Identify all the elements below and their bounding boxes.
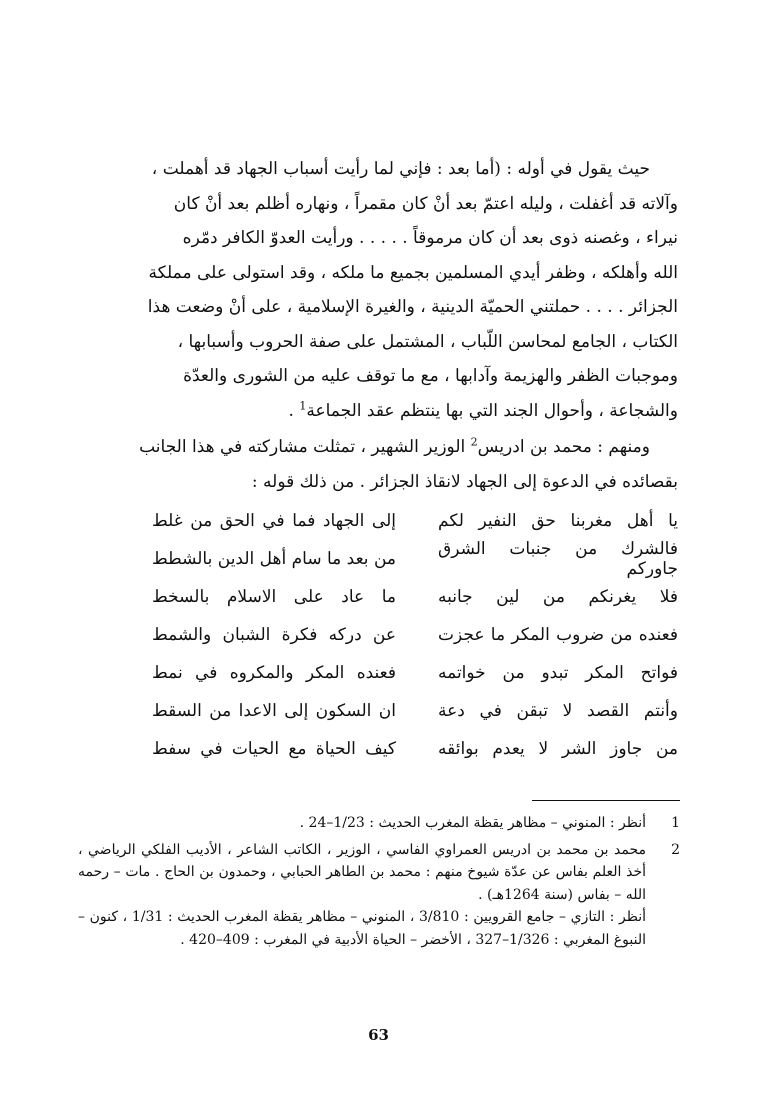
- verse-first-hemistich: وأنتم القصد لا تبقن في دعة: [438, 701, 678, 721]
- verse-second-hemistich: فعنده المكر والمكروه في نمط: [152, 663, 396, 683]
- page-number: 63: [368, 1026, 389, 1044]
- verse-first-hemistich: فلا يغرنكم من لين جانبه: [438, 587, 678, 607]
- poem-verse: [70, 502, 678, 540]
- footnote-text: أنظر : المنوني – مظاهر يقظة المغرب الحديث : 1/23–24 .: [299, 815, 646, 831]
- second-paragraph: [78, 430, 678, 499]
- poem: [70, 502, 678, 768]
- poem-verse: [70, 578, 678, 616]
- prose-line-last: [78, 394, 678, 429]
- prose-line: بقصائده في الدعوة إلى الجهاد لانقاذ الجزائر . من ذلك قوله :: [251, 471, 678, 492]
- intro-quotation: [78, 152, 678, 428]
- verse-second-hemistich: عن دركه فكرة الشبان والشمط: [152, 625, 396, 645]
- prose-line: حيث يقول في أوله : (أما بعد : فإني لما رأيت أسباب الجهاد قد أهملت ،: [151, 159, 650, 179]
- prose-line: الكتاب ، الجامع لمحاسن اللّباب ، المشتمل على صفة الحروب وأسبابها ،: [177, 331, 678, 352]
- verse-second-hemistich: ان السكون إلى الاعدا من السقط: [152, 701, 396, 721]
- prose-line: الجزائر . . . . حملتني الحميّة الدينية ، والغيرة الإسلامية ، على أنْ وضعت هذا: [147, 297, 678, 317]
- footnote-number: 1: [671, 815, 680, 831]
- verse-second-hemistich: من بعد ما سام أهل الدين بالشطط: [152, 549, 396, 569]
- verse-first-hemistich: فالشرك من جنبات الشرق جاوركم: [438, 539, 678, 579]
- prose-text: الوزير الشهير ، تمثلت مشاركته في هذا الجانب: [139, 437, 471, 457]
- prose-text: والشجاعة ، وأحوال الجند التي بها ينتظم عقد الجماعة: [306, 400, 678, 421]
- footnotes: [78, 812, 680, 951]
- poem-verse: [70, 616, 678, 654]
- footnote-ref-2[interactable]: 2: [470, 435, 478, 449]
- footnote-2: [78, 839, 680, 907]
- verse-first-hemistich: فعنده من ضروب المكر ما عجزت: [438, 625, 678, 645]
- footnote-text: أنظر : التازي – جامع القرويين : 3/810 ، المنوني – مظاهر يقظة المغرب الحديث : 1/31 ، كنون – النبوغ المغربي : 1/326–327 ، الأخضر – الحياة الأدبية في المغرب : 409–420 .: [78, 909, 646, 948]
- prose-line: وآلاته قد أغفلت ، وليله اعتمّ بعد أنْ كان مقمراً ، ونهاره أظلم بعد أنْ كان: [173, 193, 678, 214]
- footnote-ref-1[interactable]: 1: [299, 398, 307, 412]
- verse-second-hemistich: إلى الجهاد فما في الحق من غلط: [152, 511, 396, 531]
- verse-first-hemistich: من جاوز الشر لا يعدم بوائقه: [438, 739, 678, 759]
- verse-second-hemistich: كيف الحياة مع الحيات في سفط: [152, 739, 396, 759]
- footnote-separator: [532, 800, 680, 801]
- verse-first-hemistich: فواتح المكر تبدو من خواتمه: [438, 663, 678, 683]
- prose-line: الله وأهلكه ، وظفر أيدي المسلمين بجميع ما ملكه ، وقد استولى على مملكة: [148, 262, 678, 283]
- verse-second-hemistich: ما عاد على الاسلام بالسخط: [152, 587, 396, 607]
- footnote-number: 2: [671, 841, 680, 858]
- footnote-text: محمد بن محمد بن ادريس العمراوي الفاسي ، الوزير ، الكاتب الشاعر ، الأديب الفلكي الرياضي ، أخذ العلم بفاس عن عدّة شيوخ منهم : محمد بن الطاهر الحبابي ، وحمدون بن الحاج . مات – رحمه الله – بفاس (سنة 1264هـ) .: [78, 841, 646, 903]
- prose-line: نيراء ، وغصنه ذوى بعد أن كان مرموقاً . . . . . ورأيت العدوّ الكافر دمّره: [182, 228, 678, 248]
- prose-text: ومنهم : محمد بن ادريس: [477, 437, 650, 457]
- prose-line: وموجبات الظفر والهزيمة وآدابها ، مع ما توقف عليه من الشورى والعدّة: [183, 366, 678, 386]
- poem-verse: [70, 692, 678, 730]
- prose-text: .: [288, 400, 300, 421]
- poem-verse: [70, 540, 678, 578]
- footnote-1: [78, 812, 680, 835]
- poem-verse: [70, 730, 678, 768]
- footnote-number: [646, 906, 680, 951]
- poem-verse: [70, 654, 678, 692]
- verse-first-hemistich: يا أهل مغربنا حق النفير لكم: [438, 511, 678, 531]
- footnote-2-sources: [78, 906, 680, 951]
- prose-line: [78, 430, 678, 465]
